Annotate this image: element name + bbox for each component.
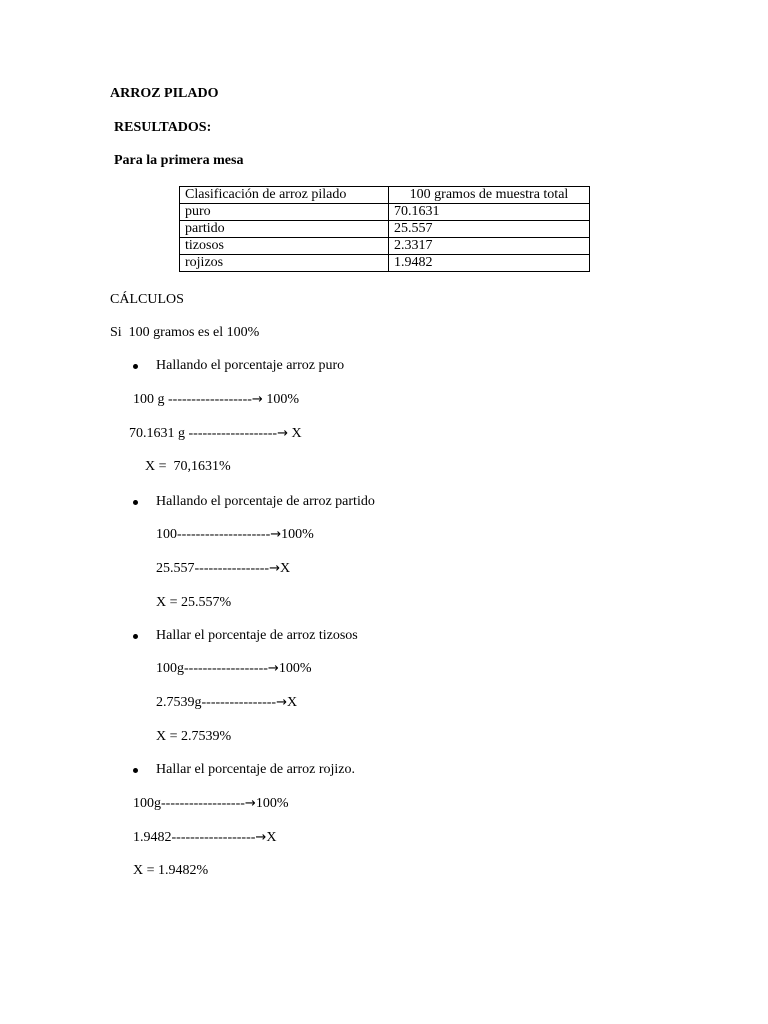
results-heading: RESULTADOS: (114, 120, 212, 135)
table-cell: puro (180, 204, 389, 221)
section-title: Hallando el porcentaje de arroz partido (156, 494, 375, 509)
table-row (180, 238, 590, 255)
proportion-line: 25.557----------------→X (156, 561, 291, 576)
arrow-icon: → (276, 695, 287, 710)
results-table (179, 186, 590, 272)
calc-intro: Si 100 gramos es el 100% (110, 325, 260, 340)
table-row (180, 204, 590, 221)
arrow-icon: → (251, 392, 263, 407)
table-cell: partido (180, 221, 389, 238)
proportion-line: 100 g ------------------→ 100% (133, 392, 299, 407)
bullet-icon (133, 500, 138, 505)
result-line: X = 70,1631% (145, 459, 231, 474)
table-cell: 1.9482 (389, 255, 590, 272)
table-cell: 25.557 (389, 221, 590, 238)
result-line: X = 1.9482% (133, 863, 209, 878)
document-title: ARROZ PILADO (110, 86, 219, 101)
table-header-cell: Clasificación de arroz pilado (180, 187, 389, 204)
arrow-icon: → (269, 561, 280, 576)
bullet-icon (133, 634, 138, 639)
proportion-line: 100g------------------→100% (156, 661, 312, 676)
table-row (180, 255, 590, 272)
table-cell: rojizos (180, 255, 389, 272)
section-title: Hallar el porcentaje de arroz tizosos (156, 628, 358, 643)
proportion-line: 70.1631 g -------------------→ X (129, 426, 302, 441)
section-title: Hallando el porcentaje arroz puro (156, 358, 345, 373)
proportion-line: 1.9482------------------→X (133, 830, 277, 845)
proportion-line: 100g------------------→100% (133, 796, 289, 811)
arrow-icon: → (277, 426, 288, 441)
table-caption: Para la primera mesa (114, 153, 244, 168)
table-cell: 70.1631 (389, 204, 590, 221)
bullet-icon (133, 768, 138, 773)
calc-heading: CÁLCULOS (110, 292, 184, 307)
arrow-icon: → (244, 796, 256, 811)
proportion-line: 2.7539g----------------→X (156, 695, 298, 710)
arrow-icon: → (255, 830, 267, 845)
arrow-icon: → (270, 527, 282, 542)
bullet-icon (133, 364, 138, 369)
table-cell: 2.3317 (389, 238, 590, 255)
result-line: X = 25.557% (156, 595, 232, 610)
table-header-row (180, 187, 590, 204)
table-row (180, 221, 590, 238)
arrow-icon: → (267, 661, 279, 676)
proportion-line: 100--------------------→100% (156, 527, 314, 542)
section-title: Hallar el porcentaje de arroz rojizo. (156, 762, 356, 777)
result-line: X = 2.7539% (156, 729, 232, 744)
table-cell: tizosos (180, 238, 389, 255)
table-header-cell: 100 gramos de muestra total (389, 187, 590, 204)
